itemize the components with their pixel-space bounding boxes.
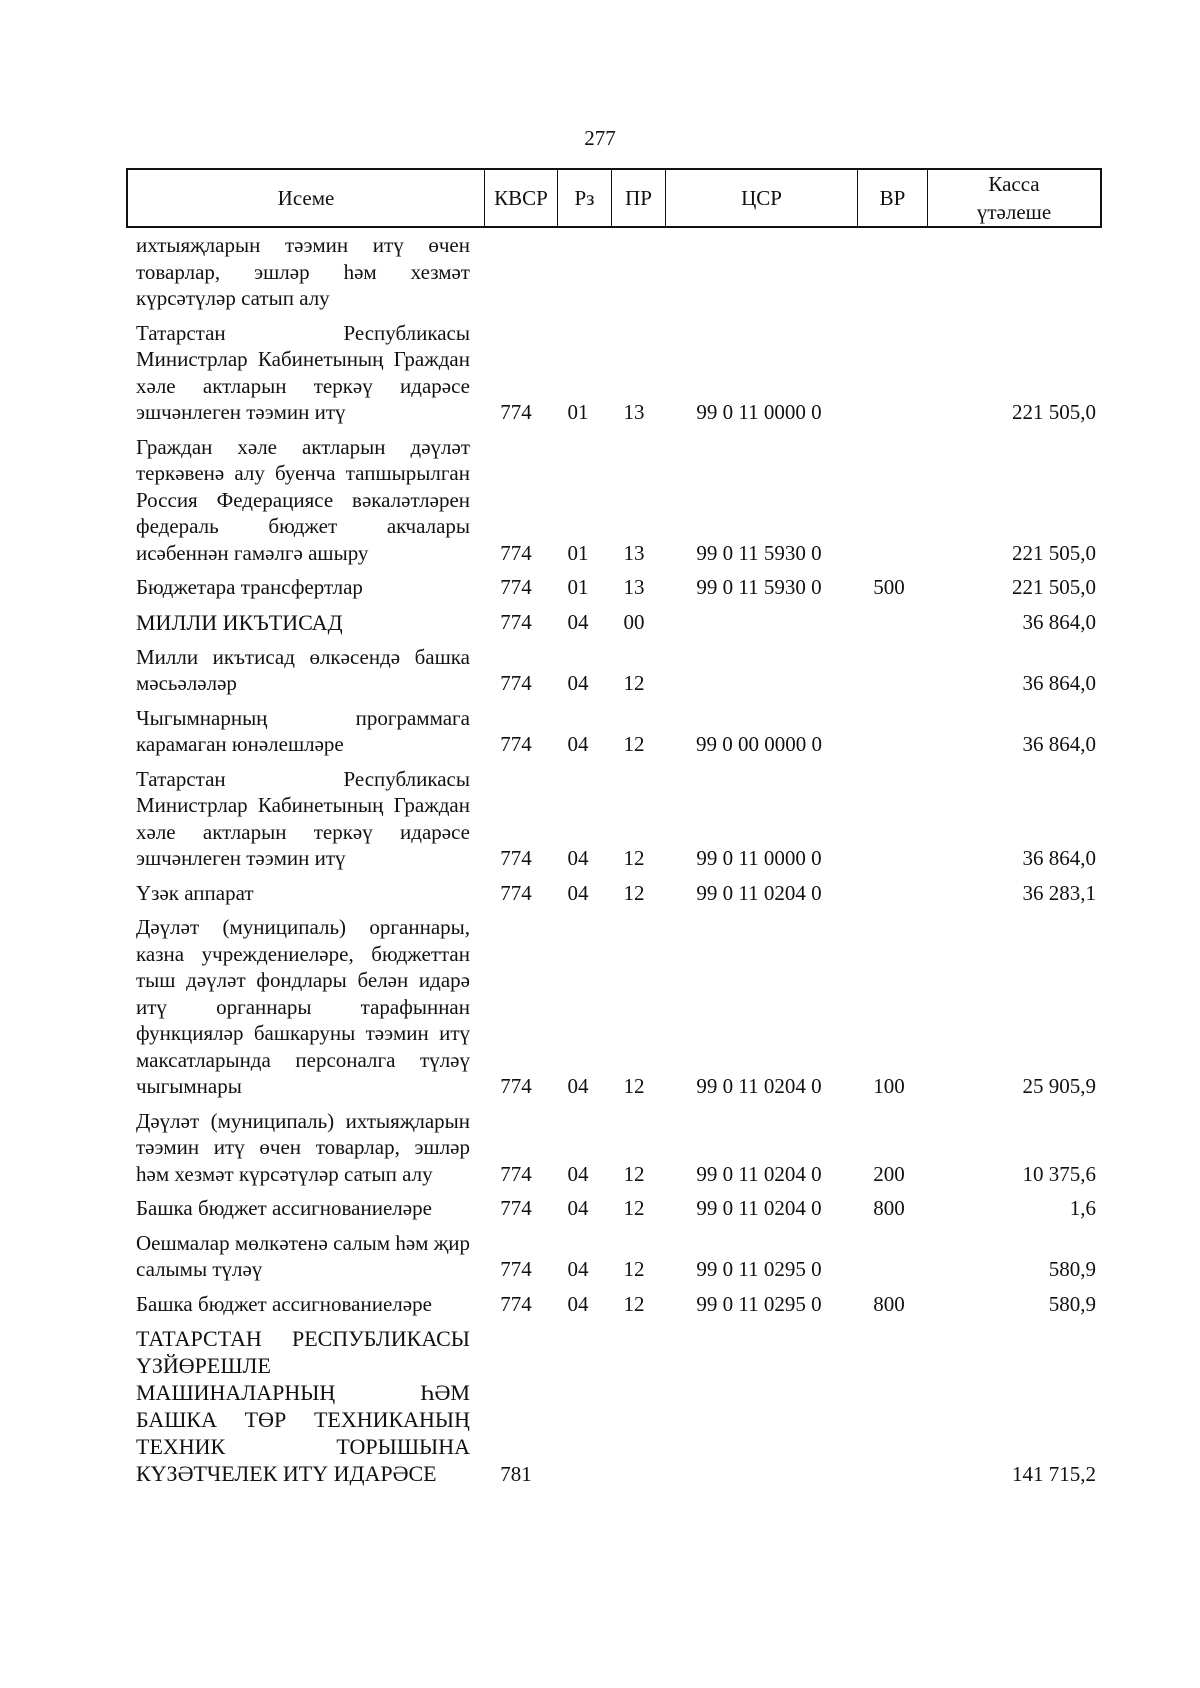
row-kvsr: 774 bbox=[500, 1257, 532, 1281]
row-name: Чыгымнарның программага карамаган юнәлешләре bbox=[136, 705, 470, 756]
row-tsr: 99 0 00 0000 0 bbox=[696, 732, 822, 756]
row-vr: 800 bbox=[873, 1291, 905, 1316]
row-pr: 12 bbox=[623, 671, 645, 695]
row-name: Үзәк аппарат bbox=[136, 880, 254, 905]
row-pr: 13 bbox=[623, 400, 645, 424]
header-rz: Рз bbox=[558, 170, 612, 226]
table-row bbox=[136, 609, 1096, 636]
table-row bbox=[136, 1108, 1096, 1188]
row-kassa: 141 715,2 bbox=[1012, 1461, 1096, 1486]
row-pr: 12 bbox=[623, 880, 645, 905]
header-kassa-line2: үтәлеше bbox=[976, 200, 1052, 224]
row-rz: 04 bbox=[567, 880, 589, 905]
row-kassa: 10 375,6 bbox=[1022, 1161, 1096, 1186]
table-row bbox=[136, 1325, 1096, 1487]
header-kassa-line1: Касса bbox=[988, 172, 1040, 196]
header-vr: ВР bbox=[858, 170, 928, 226]
table-body bbox=[136, 232, 1096, 1495]
row-vr: 200 bbox=[873, 1161, 905, 1186]
table-row bbox=[136, 574, 1096, 601]
header-kvsr: КВСР bbox=[485, 170, 558, 226]
table-row bbox=[136, 320, 1096, 426]
row-name: Дәүләт (муниципаль) органнары, казна учреждениеләре, бюджеттан тыш дәүләт фондлары белән идарә итү органнары тарафыннан функцияләр башкаруны тәэмин итү максатларында персоналга түләү чыгымнары bbox=[136, 915, 470, 1098]
row-rz: 04 bbox=[567, 1291, 589, 1316]
table-row bbox=[136, 880, 1096, 907]
row-kvsr: 774 bbox=[500, 400, 532, 424]
row-kvsr: 774 bbox=[500, 1196, 532, 1220]
row-name: Оешмалар мөлкәтенә салым һәм җир салымы түләү bbox=[136, 1230, 470, 1281]
row-kvsr: 774 bbox=[500, 880, 532, 905]
row-tsr: 99 0 11 0000 0 bbox=[696, 400, 822, 424]
row-kvsr: 774 bbox=[500, 540, 532, 565]
row-kvsr: 774 bbox=[500, 732, 532, 756]
row-rz: 04 bbox=[567, 1257, 589, 1281]
row-kvsr: 774 bbox=[500, 1161, 532, 1186]
table-row bbox=[136, 1230, 1096, 1283]
row-pr: 13 bbox=[623, 575, 645, 599]
table-row bbox=[136, 1195, 1096, 1222]
row-tsr: 99 0 11 5930 0 bbox=[696, 575, 822, 599]
row-pr: 12 bbox=[623, 846, 645, 870]
table-row bbox=[136, 766, 1096, 872]
row-kassa: 36 864,0 bbox=[1022, 610, 1096, 634]
row-kassa: 221 505,0 bbox=[1012, 575, 1096, 599]
row-rz: 04 bbox=[567, 846, 589, 870]
row-kvsr: 774 bbox=[500, 1291, 532, 1316]
table-row bbox=[136, 644, 1096, 697]
row-kassa: 36 864,0 bbox=[1022, 732, 1096, 756]
row-pr: 12 bbox=[623, 1257, 645, 1281]
row-pr: 12 bbox=[623, 1196, 645, 1220]
row-kassa: 36 283,1 bbox=[1022, 880, 1096, 905]
row-tsr: 99 0 11 5930 0 bbox=[696, 540, 822, 565]
row-kassa: 580,9 bbox=[1048, 1257, 1096, 1281]
row-tsr: 99 0 11 0204 0 bbox=[696, 1196, 822, 1220]
row-rz: 04 bbox=[567, 1196, 589, 1220]
table-row bbox=[136, 232, 1096, 312]
row-pr: 12 bbox=[623, 1074, 645, 1098]
row-kassa: 221 505,0 bbox=[1012, 540, 1096, 565]
row-vr: 800 bbox=[873, 1196, 905, 1220]
row-kassa: 1,6 bbox=[1069, 1196, 1096, 1220]
row-kassa: 580,9 bbox=[1048, 1291, 1096, 1316]
row-rz: 01 bbox=[567, 540, 589, 565]
table-row bbox=[136, 434, 1096, 567]
table-row bbox=[136, 705, 1096, 758]
row-kassa: 36 864,0 bbox=[1022, 846, 1096, 870]
row-rz: 04 bbox=[567, 1074, 589, 1098]
row-name: Дәүләт (муниципаль) ихтыяҗларын тәэмин итү өчен товарлар, эшләр һәм хезмәт күрсәтүләр сатып алу bbox=[136, 1108, 470, 1186]
row-tsr: 99 0 11 0204 0 bbox=[696, 1074, 822, 1098]
row-name: Татарстан Республикасы Министрлар Кабинетының Граждан хәле актларын теркәү идарәсе эшчәнлеген тәэмин итү bbox=[136, 766, 470, 870]
header-tsr: ЦСР bbox=[666, 170, 858, 226]
row-kvsr: 774 bbox=[500, 671, 532, 695]
row-pr: 00 bbox=[623, 610, 645, 634]
row-name: Башка бюджет ассигнованиеләре bbox=[136, 1291, 432, 1316]
row-name: ихтыяҗларын тәэмин итү өчен товарлар, эшләр һәм хезмәт күрсәтүләр сатып алу bbox=[136, 233, 470, 310]
row-kvsr: 774 bbox=[500, 610, 532, 634]
row-name: МИЛЛИ ИКЪТИСАД bbox=[136, 609, 343, 635]
row-kvsr: 774 bbox=[500, 575, 532, 599]
row-name: Башка бюджет ассигнованиеләре bbox=[136, 1196, 432, 1220]
row-tsr: 99 0 11 0204 0 bbox=[696, 880, 822, 905]
row-rz: 04 bbox=[567, 1161, 589, 1186]
row-pr: 12 bbox=[623, 1161, 645, 1186]
row-tsr: 99 0 11 0000 0 bbox=[696, 846, 822, 870]
row-tsr: 99 0 11 0295 0 bbox=[696, 1257, 822, 1281]
header-kassa bbox=[928, 170, 1100, 226]
page-number: 277 bbox=[584, 126, 616, 150]
row-tsr: 99 0 11 0295 0 bbox=[696, 1291, 822, 1316]
header-pr: ПР bbox=[612, 170, 666, 226]
table-row bbox=[136, 1291, 1096, 1318]
row-name: Граждан хәле актларын дәүләт теркәвенә алу буенча тапшырылган Россия Федерациясе вәкаләтләрен федераль бюджет акчалары исәбеннән гамәлгә ашыру bbox=[136, 434, 470, 565]
row-pr: 12 bbox=[623, 1291, 645, 1316]
row-rz: 04 bbox=[567, 732, 589, 756]
row-kassa: 221 505,0 bbox=[1012, 400, 1096, 424]
row-kvsr: 781 bbox=[500, 1461, 532, 1486]
table-header bbox=[126, 168, 1102, 228]
row-kvsr: 774 bbox=[500, 1074, 532, 1098]
row-kassa: 36 864,0 bbox=[1022, 671, 1096, 695]
row-rz: 04 bbox=[567, 671, 589, 695]
row-pr: 12 bbox=[623, 732, 645, 756]
row-rz: 04 bbox=[567, 610, 589, 634]
row-rz: 01 bbox=[567, 400, 589, 424]
row-name: ТАТАРСТАН РЕСПУБЛИКАСЫ ҮЗЙӨРЕШЛЕ МАШИНАЛАРНЫҢ ҺӘМ БАШКА ТӨР ТЕХНИКАНЫҢ ТЕХНИК ТОРЫШЫНА КҮЗӘТЧЕЛЕК ИТҮ ИДАРӘСЕ bbox=[136, 1326, 470, 1486]
row-tsr: 99 0 11 0204 0 bbox=[696, 1161, 822, 1186]
row-name: Бюджетара трансфертлар bbox=[136, 575, 363, 599]
row-name: Милли икътисад өлкәсендә башка мәсьәләләр bbox=[136, 644, 470, 695]
row-rz: 01 bbox=[567, 575, 589, 599]
row-vr: 500 bbox=[873, 575, 905, 599]
row-kvsr: 774 bbox=[500, 846, 532, 870]
row-name: Татарстан Республикасы Министрлар Кабинетының Граждан хәле актларын теркәү идарәсе эшчәнлеген тәэмин итү bbox=[136, 320, 470, 424]
table-row bbox=[136, 914, 1096, 1100]
row-pr: 13 bbox=[623, 540, 645, 565]
row-vr: 100 bbox=[873, 1074, 905, 1098]
row-kassa: 25 905,9 bbox=[1022, 1074, 1096, 1098]
header-name: Исеме bbox=[128, 170, 485, 226]
